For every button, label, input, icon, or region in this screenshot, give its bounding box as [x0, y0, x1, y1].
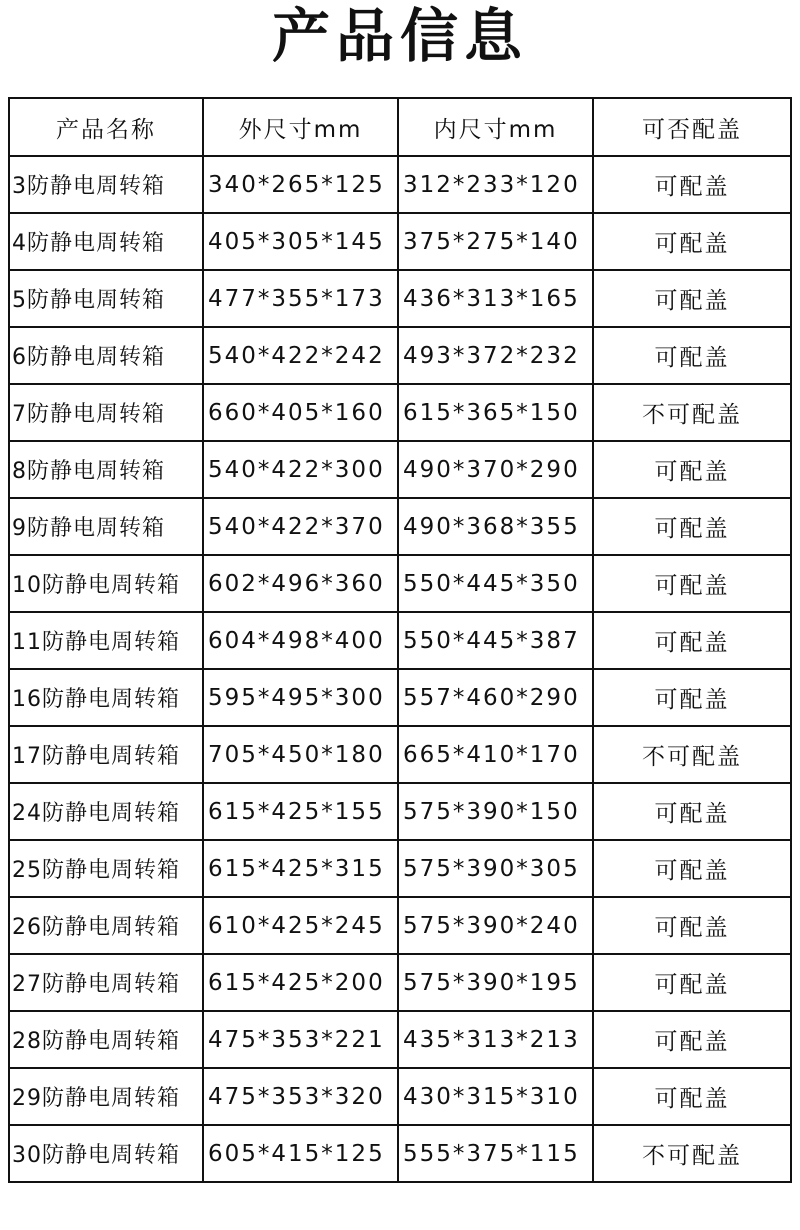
table-row — [9, 156, 791, 213]
table-row — [9, 954, 791, 1011]
table-row — [9, 1011, 791, 1068]
outer-size-cell: 604*498*400 — [203, 612, 398, 669]
table-row — [9, 726, 791, 783]
lid-option-cell: 可配盖 — [593, 213, 791, 270]
page-title: 产品信息 — [271, 2, 528, 70]
outer-size-cell: 615*425*200 — [203, 954, 398, 1011]
header-product-name: 产品名称 — [9, 98, 203, 156]
outer-size-cell: 610*425*245 — [203, 897, 398, 954]
product-name-cell: 25防静电周转箱 — [9, 840, 203, 897]
product-name-cell: 29防静电周转箱 — [9, 1068, 203, 1125]
product-name-cell: 26防静电周转箱 — [9, 897, 203, 954]
outer-size-cell: 475*353*320 — [203, 1068, 398, 1125]
outer-size-cell: 477*355*173 — [203, 270, 398, 327]
product-name-cell: 5防静电周转箱 — [9, 270, 203, 327]
outer-size-cell: 540*422*242 — [203, 327, 398, 384]
outer-size-cell: 405*305*145 — [203, 213, 398, 270]
inner-size-cell: 557*460*290 — [398, 669, 593, 726]
product-name-cell: 3防静电周转箱 — [9, 156, 203, 213]
lid-option-cell: 可配盖 — [593, 612, 791, 669]
table-row — [9, 213, 791, 270]
inner-size-cell: 312*233*120 — [398, 156, 593, 213]
table-header-row — [9, 98, 791, 156]
header-inner-size: 内尺寸mm — [398, 98, 593, 156]
inner-size-cell: 490*368*355 — [398, 498, 593, 555]
lid-option-cell: 不可配盖 — [593, 726, 791, 783]
lid-option-cell: 可配盖 — [593, 840, 791, 897]
outer-size-cell: 340*265*125 — [203, 156, 398, 213]
product-name-cell: 17防静电周转箱 — [9, 726, 203, 783]
table-row — [9, 669, 791, 726]
lid-option-cell: 可配盖 — [593, 270, 791, 327]
table-row — [9, 1125, 791, 1182]
product-name-cell: 10防静电周转箱 — [9, 555, 203, 612]
inner-size-cell: 430*315*310 — [398, 1068, 593, 1125]
product-name-cell: 7防静电周转箱 — [9, 384, 203, 441]
inner-size-cell: 575*390*150 — [398, 783, 593, 840]
table-row — [9, 840, 791, 897]
inner-size-cell: 375*275*140 — [398, 213, 593, 270]
inner-size-cell: 550*445*387 — [398, 612, 593, 669]
table-row — [9, 1068, 791, 1125]
inner-size-cell: 575*390*240 — [398, 897, 593, 954]
product-info-table — [8, 97, 792, 1183]
inner-size-cell: 493*372*232 — [398, 327, 593, 384]
header-lid-option: 可否配盖 — [593, 98, 791, 156]
inner-size-cell: 665*410*170 — [398, 726, 593, 783]
lid-option-cell: 可配盖 — [593, 1011, 791, 1068]
lid-option-cell: 可配盖 — [593, 669, 791, 726]
product-name-cell: 4防静电周转箱 — [9, 213, 203, 270]
inner-size-cell: 615*365*150 — [398, 384, 593, 441]
outer-size-cell: 615*425*155 — [203, 783, 398, 840]
table-row — [9, 555, 791, 612]
table-row — [9, 441, 791, 498]
outer-size-cell: 540*422*300 — [203, 441, 398, 498]
outer-size-cell: 602*496*360 — [203, 555, 398, 612]
inner-size-cell: 555*375*115 — [398, 1125, 593, 1182]
lid-option-cell: 可配盖 — [593, 1068, 791, 1125]
lid-option-cell: 不可配盖 — [593, 1125, 791, 1182]
inner-size-cell: 436*313*165 — [398, 270, 593, 327]
lid-option-cell: 可配盖 — [593, 897, 791, 954]
outer-size-cell: 705*450*180 — [203, 726, 398, 783]
header-outer-size: 外尺寸mm — [203, 98, 398, 156]
product-name-cell: 27防静电周转箱 — [9, 954, 203, 1011]
table-row — [9, 783, 791, 840]
product-name-cell: 11防静电周转箱 — [9, 612, 203, 669]
table-row — [9, 498, 791, 555]
lid-option-cell: 可配盖 — [593, 555, 791, 612]
inner-size-cell: 575*390*195 — [398, 954, 593, 1011]
table-row — [9, 327, 791, 384]
outer-size-cell: 660*405*160 — [203, 384, 398, 441]
outer-size-cell: 595*495*300 — [203, 669, 398, 726]
table-row — [9, 384, 791, 441]
lid-option-cell: 可配盖 — [593, 327, 791, 384]
outer-size-cell: 475*353*221 — [203, 1011, 398, 1068]
product-name-cell: 9防静电周转箱 — [9, 498, 203, 555]
lid-option-cell: 可配盖 — [593, 783, 791, 840]
table-row — [9, 612, 791, 669]
product-name-cell: 30防静电周转箱 — [9, 1125, 203, 1182]
inner-size-cell: 490*370*290 — [398, 441, 593, 498]
table-row — [9, 897, 791, 954]
product-name-cell: 24防静电周转箱 — [9, 783, 203, 840]
product-name-cell: 28防静电周转箱 — [9, 1011, 203, 1068]
lid-option-cell: 不可配盖 — [593, 384, 791, 441]
lid-option-cell: 可配盖 — [593, 441, 791, 498]
product-name-cell: 8防静电周转箱 — [9, 441, 203, 498]
inner-size-cell: 575*390*305 — [398, 840, 593, 897]
table-row — [9, 270, 791, 327]
outer-size-cell: 540*422*370 — [203, 498, 398, 555]
product-name-cell: 16防静电周转箱 — [9, 669, 203, 726]
lid-option-cell: 可配盖 — [593, 156, 791, 213]
lid-option-cell: 可配盖 — [593, 954, 791, 1011]
product-name-cell: 6防静电周转箱 — [9, 327, 203, 384]
inner-size-cell: 550*445*350 — [398, 555, 593, 612]
inner-size-cell: 435*313*213 — [398, 1011, 593, 1068]
lid-option-cell: 可配盖 — [593, 498, 791, 555]
outer-size-cell: 605*415*125 — [203, 1125, 398, 1182]
outer-size-cell: 615*425*315 — [203, 840, 398, 897]
